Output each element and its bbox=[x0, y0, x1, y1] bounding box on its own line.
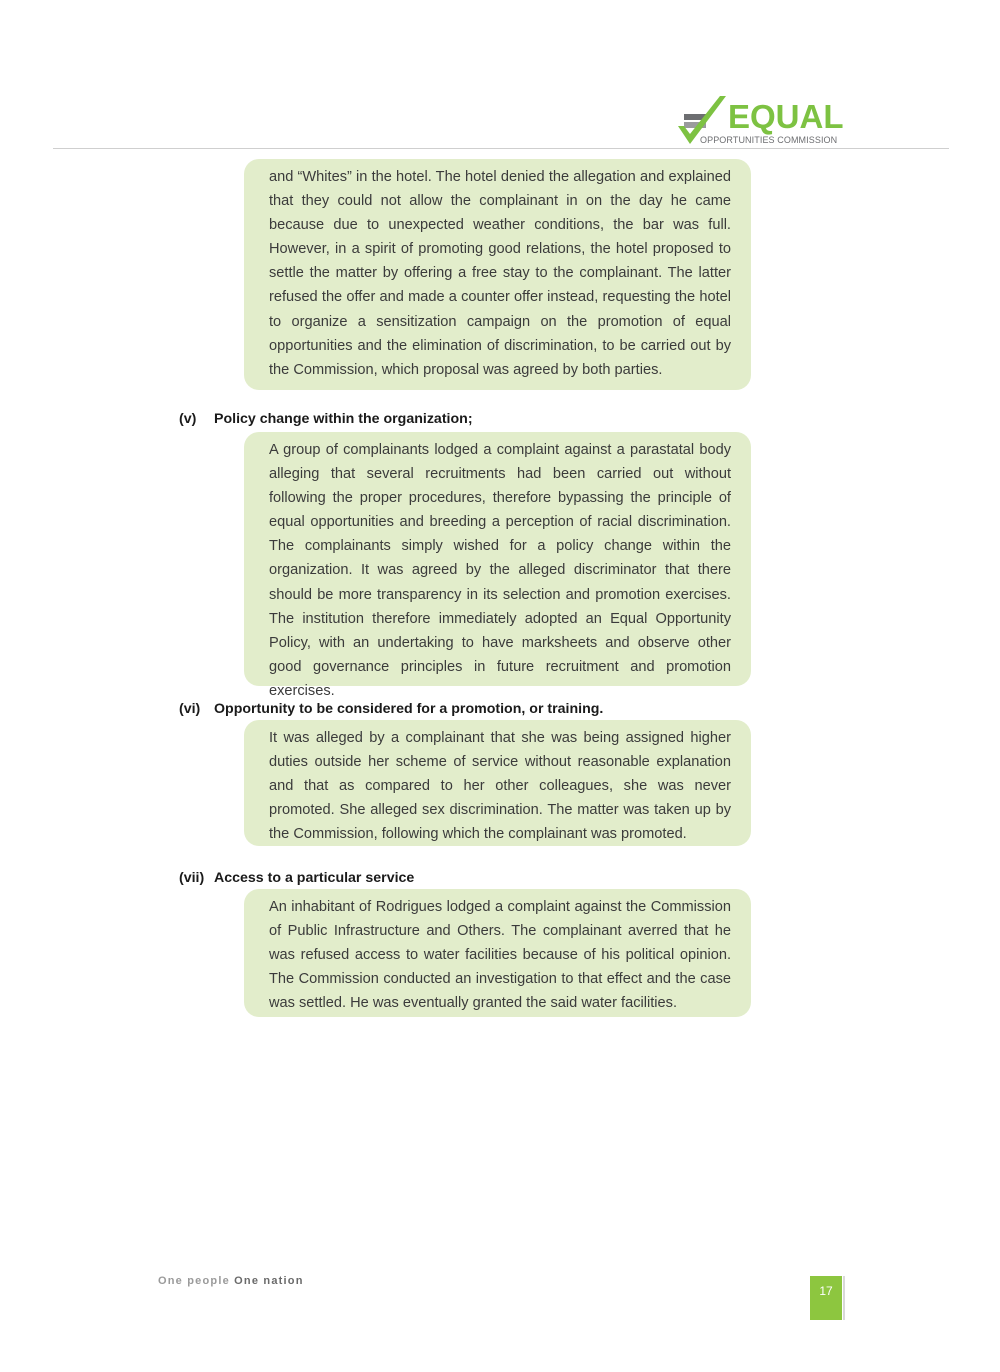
section-heading bbox=[179, 699, 603, 719]
section-title: Opportunity to be considered for a promotion, or training. bbox=[214, 701, 604, 717]
section-number: (vi) bbox=[179, 701, 201, 717]
case-text: It was alleged by a complainant that she was being assigned higher duties outside her scheme of service without reasonable explanation and that as compared to her other colleagues, she was never promoted. She alleged sex discrimination. The matter was taken up by the Commission, following which the complainant was promoted. bbox=[269, 730, 731, 843]
footer-tagline bbox=[158, 1275, 304, 1287]
case-box bbox=[244, 720, 751, 846]
page-number-rule bbox=[843, 1276, 845, 1320]
page-number: 17 bbox=[810, 1276, 842, 1320]
case-text: A group of complainants lodged a complaint against a parastatal body alleging that several recruitments had been carried out without following the proper procedures, therefore bypassing the principle of equal opportunities and breeding a perception of racial discrimination. The complainants simply wished for a policy change within the organization. It was agreed by the alleged discriminator that there should be more transparency in its selection and promotion exercises. The institution therefore immediately adopted an Equal Opportunity Policy, with an undertaking to have marksheets and observe other good governance principles in future recruitment and promotion exercises. bbox=[269, 442, 731, 699]
section-title: Policy change within the organization; bbox=[214, 411, 473, 427]
section-heading bbox=[179, 868, 414, 888]
equal-opportunities-logo bbox=[676, 94, 846, 150]
tagline-dark: One nation bbox=[234, 1275, 304, 1287]
header-divider bbox=[53, 148, 949, 149]
section-title: Access to a particular service bbox=[214, 870, 415, 886]
case-box bbox=[244, 889, 751, 1017]
section-heading bbox=[179, 409, 473, 429]
case-text: and “Whites” in the hotel. The hotel denied the allegation and explained that they could not allow the complainant in on the day he came because due to unexpected weather conditions, the bar was full. However, in a spirit of promoting good relations, the hotel proposed to settle the matter by offering a free stay to the complainant. The latter refused the offer and made a counter offer instead, requesting the hotel to organize a sensitization campaign on the promotion of equal opportunities and the elimination of discrimination, to be carried out by the Commission, which proposal was agreed by both parties. bbox=[269, 169, 731, 378]
logo-wordmark: EQUAL bbox=[728, 98, 844, 135]
case-box-continuation bbox=[244, 159, 751, 390]
logo-subtitle: OPPORTUNITIES COMMISSION bbox=[700, 135, 838, 145]
section-number: (vii) bbox=[179, 870, 205, 886]
section-number: (v) bbox=[179, 411, 197, 427]
tagline-light: One people bbox=[158, 1275, 230, 1287]
case-text: An inhabitant of Rodrigues lodged a complaint against the Commission of Public Infrastructure and Others. The complainant averred that he was refused access to water facilities because of his political opinion. The Commission conducted an investigation to that effect and the case was settled. He was eventually granted the said water facilities. bbox=[269, 899, 731, 1012]
case-box bbox=[244, 432, 751, 699]
